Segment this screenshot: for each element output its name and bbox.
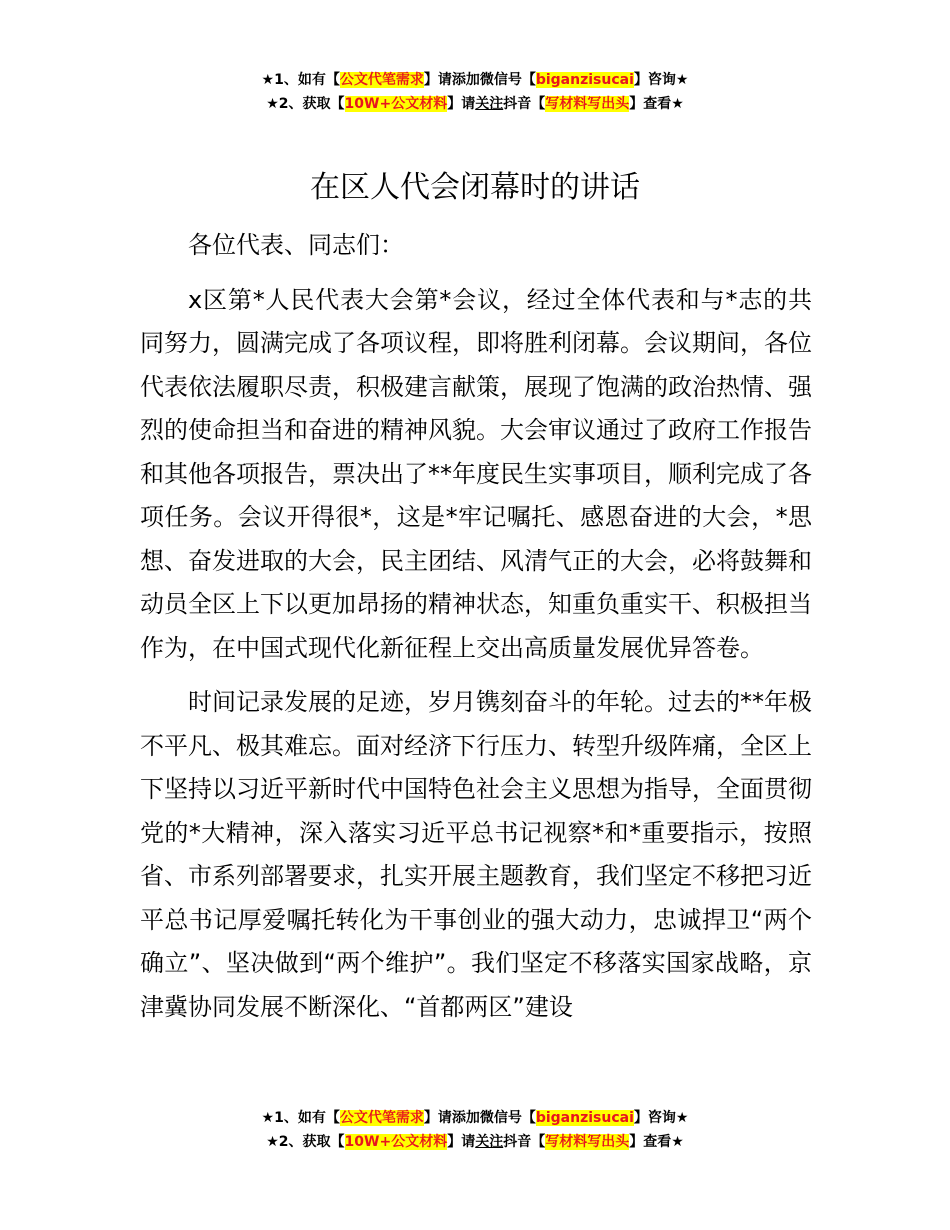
douyin-account: 写材料写出头	[545, 96, 630, 112]
bracket: 【	[521, 1110, 536, 1126]
bracket: 】	[629, 1134, 644, 1150]
bracket: 【	[330, 1134, 345, 1150]
footer-banner	[0, 1106, 950, 1154]
document-body	[140, 224, 812, 1029]
banner-text: 2、获取	[278, 1134, 331, 1150]
banner-text: 抖音	[503, 1134, 532, 1150]
banner-text: 请	[461, 1134, 476, 1150]
banner-line-2	[0, 92, 950, 116]
banner-text: 2、获取	[278, 96, 331, 112]
wechat-id: biganzisucai	[535, 1110, 634, 1126]
banner-text: 查看★	[643, 1134, 684, 1150]
wechat-id: biganzisucai	[535, 72, 634, 88]
bracket: 【	[330, 96, 345, 112]
bracket: 】	[633, 1110, 648, 1126]
star-icon: ★	[261, 72, 275, 88]
banner-text: 请添加微信号	[437, 1110, 522, 1126]
bracket: 】	[633, 72, 648, 88]
highlight-text: 公文代笔需求	[339, 1110, 424, 1126]
banner-text: 咨询★	[647, 72, 689, 88]
bracket: 】	[423, 1110, 438, 1126]
banner-text: 请添加微信号	[437, 72, 522, 88]
bracket: 【	[531, 96, 546, 112]
paragraph-1: x区第*人民代表大会第*会议，经过全体代表和与*志的共同努力，圆满完成了各项议程，即将胜利闭幕。会议期间，各位代表依法履职尽责，积极建言献策，展现了饱满的政治热情、强烈的使命担当和奋进的精神风貌。大会审议通过了政府工作报告和其他各项报告，票决出了**年度民生实事项目，顺利完成了各项任务。会议开得很*，这是*牢记嘱托、感恩奋进的大会，*思想、奋发进取的大会，民主团结、风清气正的大会，必将鼓舞和动员全区上下以更加昂扬的精神状态，知重负重实干、积极担当作为，在中国式现代化新征程上交出高质量发展优异答卷。	[140, 285, 812, 662]
underlined-text: 关注	[475, 96, 504, 112]
greeting: 各位代表、同志们：	[188, 231, 404, 259]
bracket: 【	[325, 72, 340, 88]
bracket: 【	[531, 1134, 546, 1150]
highlight-text: 公文代笔需求	[339, 72, 424, 88]
douyin-account: 写材料写出头	[545, 1134, 630, 1150]
banner-text: 1、如有	[274, 72, 326, 88]
paragraph-2: 时间记录发展的足迹，岁月镌刻奋斗的年轮。过去的**年极不平凡、极其难忘。面对经济下行压力、转型升级阵痛，全区上下坚持以习近平新时代中国特色社会主义思想为指导，全面贯彻党的*大精神，深入落实习近平总书记视察*和*重要指示，按照省、市系列部署要求，扎实开展主题教育，我们坚定不移把习近平总书记厚爱嘱托转化为干事创业的强大动力，忠诚捍卫“两个确立”、坚决做到“两个维护”。我们坚定不移落实国家战略，京津冀协同发展不断深化、“首都两区”建设	[140, 688, 812, 1021]
star-icon: ★	[266, 96, 279, 112]
bracket: 】	[629, 96, 644, 112]
star-icon: ★	[266, 1134, 279, 1150]
bracket: 【	[325, 1110, 340, 1126]
bracket: 】	[423, 72, 438, 88]
banner-text: 查看★	[643, 96, 684, 112]
highlight-text: 10W+公文材料	[344, 1134, 448, 1150]
banner-line-1	[0, 68, 950, 92]
bracket: 】	[447, 1134, 462, 1150]
banner-line-1	[0, 1106, 950, 1130]
star-icon: ★	[261, 1110, 275, 1126]
banner-text: 请	[461, 96, 476, 112]
underlined-text: 关注	[475, 1134, 504, 1150]
header-banner	[0, 68, 950, 116]
highlight-text: 10W+公文材料	[344, 96, 448, 112]
banner-text: 咨询★	[647, 1110, 689, 1126]
bracket: 】	[447, 96, 462, 112]
banner-text: 抖音	[503, 96, 532, 112]
banner-text: 1、如有	[274, 1110, 326, 1126]
banner-line-2	[0, 1130, 950, 1154]
document-title: 在区人代会闭幕时的讲话	[310, 170, 640, 205]
bracket: 【	[521, 72, 536, 88]
